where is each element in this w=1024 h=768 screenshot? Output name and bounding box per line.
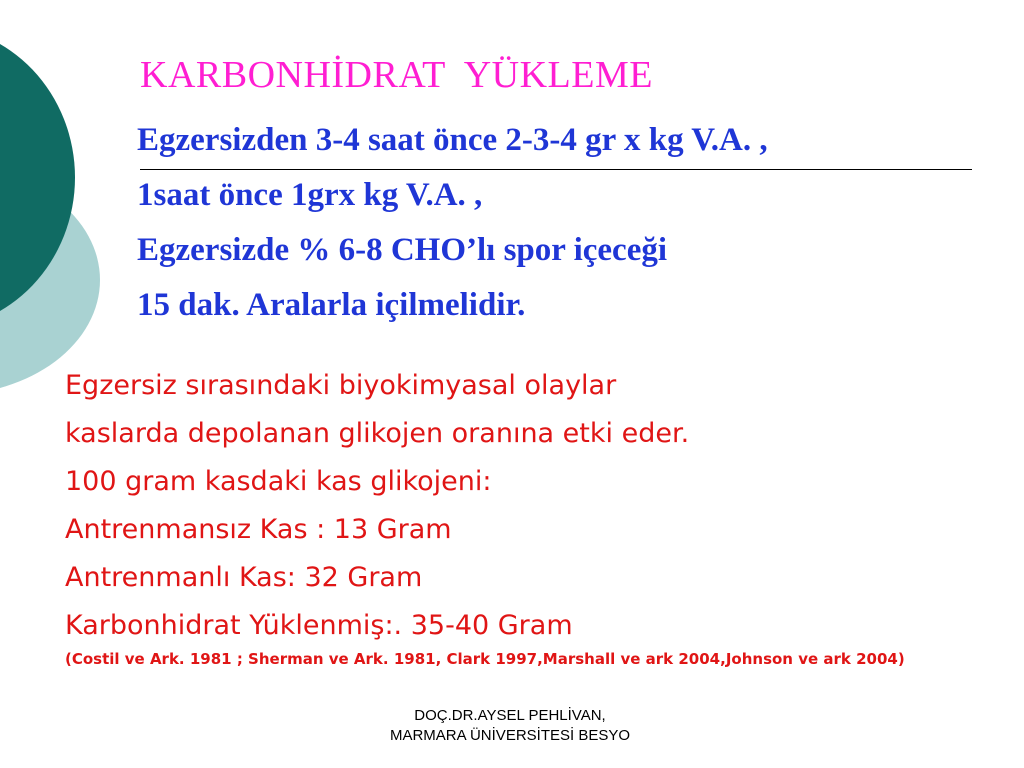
- glycogen-facts: [65, 362, 689, 650]
- fact-line: 100 gram kasdaki kas glikojeni:: [65, 466, 492, 497]
- instruction-line: 15 dak. Aralarla içilmelidir.: [137, 287, 526, 323]
- fact-line: Egzersiz sırasındaki biyokimyasal olaylar: [65, 370, 617, 401]
- carb-loading-instructions: [137, 113, 768, 333]
- instruction-line: 1saat önce 1grx kg V.A. ,: [137, 177, 483, 213]
- institution-name: MARMARA ÜNİVERSİTESİ BESYO: [389, 727, 631, 744]
- instruction-line: Egzersizden 3-4 saat önce 2-3-4 gr x kg V.A. ,: [137, 122, 768, 158]
- fact-line: Karbonhidrat Yüklenmiş:. 35-40 Gram: [65, 610, 573, 641]
- fact-line: kaslarda depolanan glikojen oranına etki eder.: [65, 418, 690, 449]
- slide-footer: [340, 706, 680, 746]
- instruction-line: Egzersizde % 6-8 CHO’lı spor içeceği: [137, 232, 668, 268]
- citation-text: (Costil ve Ark. 1981 ; Sherman ve Ark. 1981, Clark 1997,Marshall ve ark 2004,Johnson ve ark 2004): [65, 650, 905, 668]
- author-name: DOÇ.DR.AYSEL PEHLİVAN,: [414, 707, 606, 724]
- fact-line: Antrenmansız Kas : 13 Gram: [65, 514, 452, 545]
- fact-line: Antrenmanlı Kas: 32 Gram: [65, 562, 423, 593]
- slide-title: KARBONHİDRAT YÜKLEME: [140, 54, 653, 96]
